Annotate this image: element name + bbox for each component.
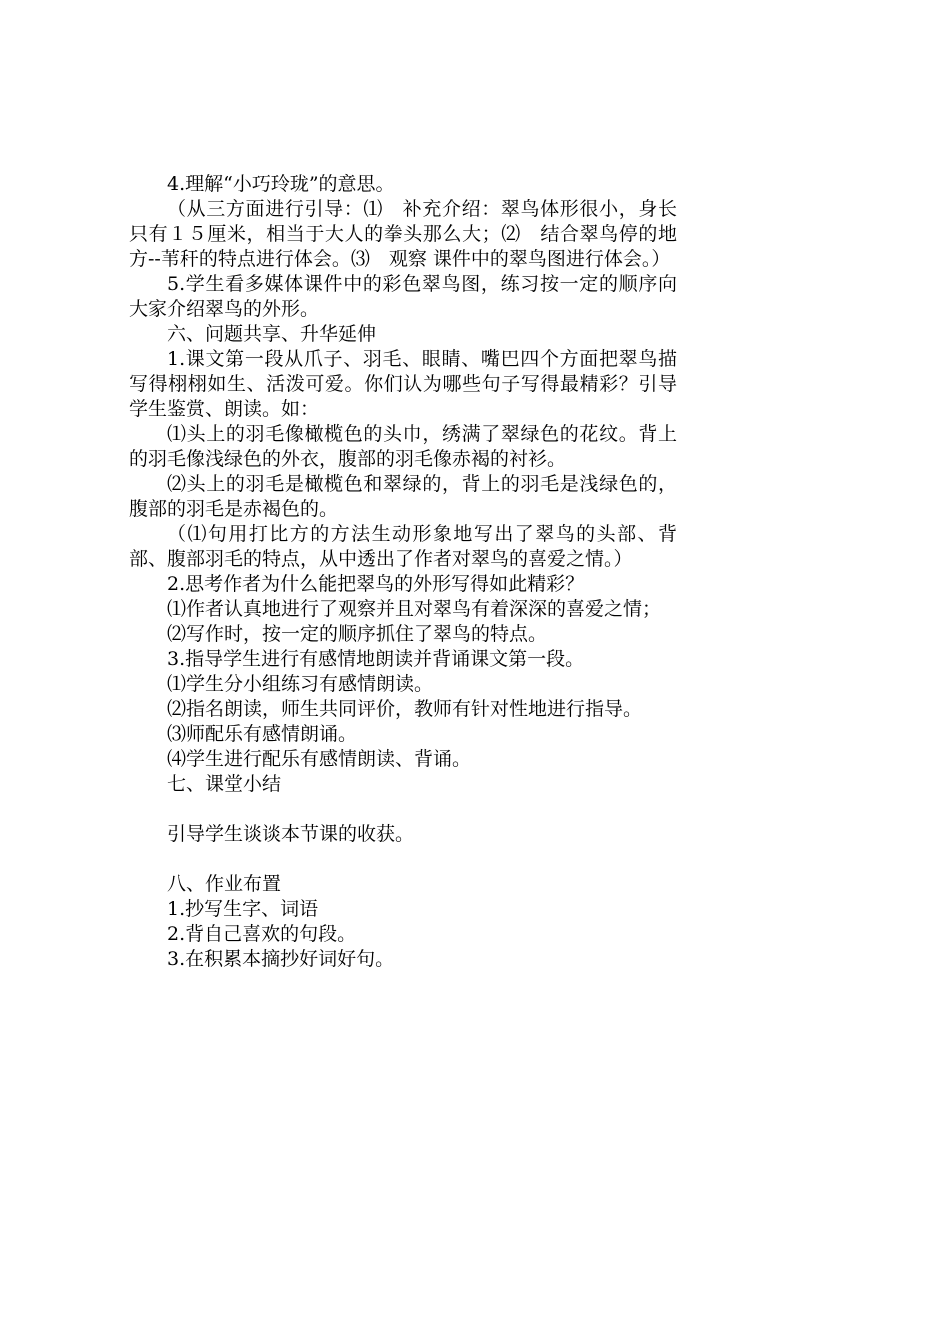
section-heading-6: 六、问题共享、升华延伸 [167,323,377,345]
paragraph-reason-1: ⑴作者认真地进行了观察并且对翠鸟有着深深的喜爱之情； [167,598,662,620]
paragraph-reading-1: ⑴学生分小组练习有感情朗读。 [167,673,434,695]
paragraph-summary: 引导学生谈谈本节课的收获。 [167,823,415,845]
paragraph-example-1: ⑴头上的羽毛像橄榄色的头巾，绣满了翠绿色的花纹。背上的羽毛像浅绿色的外衣，腹部的羽毛像赤褐的衬衫。 [129,423,677,470]
paragraph-item-2: 2.思考作者为什么能把翠鸟的外形写得如此精彩？ [167,573,585,595]
paragraph-reading-3: ⑶师配乐有感情朗诵。 [167,723,358,745]
paragraph-example-2: ⑵头上的羽毛是橄榄色和翠绿的，背上的羽毛是浅绿色的，腹部的羽毛是赤褐色的。 [129,473,677,520]
homework-item-2: 2.背自己喜欢的句段。 [167,923,357,945]
paragraph-reading-2: ⑵指名朗读，师生共同评价，教师有针对性地进行指导。 [167,698,643,720]
paragraph-step-5: 5.学生看多媒体课件中的彩色翠鸟图，练习按一定的顺序向大家介绍翠鸟的外形。 [129,273,677,320]
paragraph-reason-2: ⑵写作时，按一定的顺序抓住了翠鸟的特点。 [167,623,548,645]
homework-item-3: 3.在积累本摘抄好词好句。 [167,948,395,970]
paragraph-item-1: 1.课文第一段从爪子、羽毛、眼睛、嘴巴四个方面把翠鸟描写得栩栩如生、活泼可爱。你们认为哪些句子写得最精彩？引导学生鉴赏、朗读。如： [129,348,677,420]
paragraph-item-3: 3.指导学生进行有感情地朗读并背诵课文第一段。 [167,648,585,670]
paragraph-guidance-note: （从三方面进行引导：⑴ 补充介绍：翠鸟体形很小，身长只有１５厘米，相当于大人的拳头那么大；⑵ 结合翠鸟停的地方--苇秆的特点进行体会。⑶ 观察 课件中的翠鸟图进行体会。） [129,198,677,270]
homework-item-1: 1.抄写生字、词语 [167,898,319,920]
section-heading-8: 八、作业布置 [167,873,282,895]
paragraph-step-4: 4.理解“小巧玲珑”的意思。 [167,173,395,195]
paragraph-reading-4: ⑷学生进行配乐有感情朗读、背诵。 [167,748,472,770]
paragraph-analysis-note: （⑴句用打比方的方法生动形象地写出了翠鸟的头部、背部、腹部羽毛的特点，从中透出了作者对翠鸟的喜爱之情。） [129,523,677,570]
document-body [129,172,677,972]
section-heading-7: 七、课堂小结 [167,773,282,795]
